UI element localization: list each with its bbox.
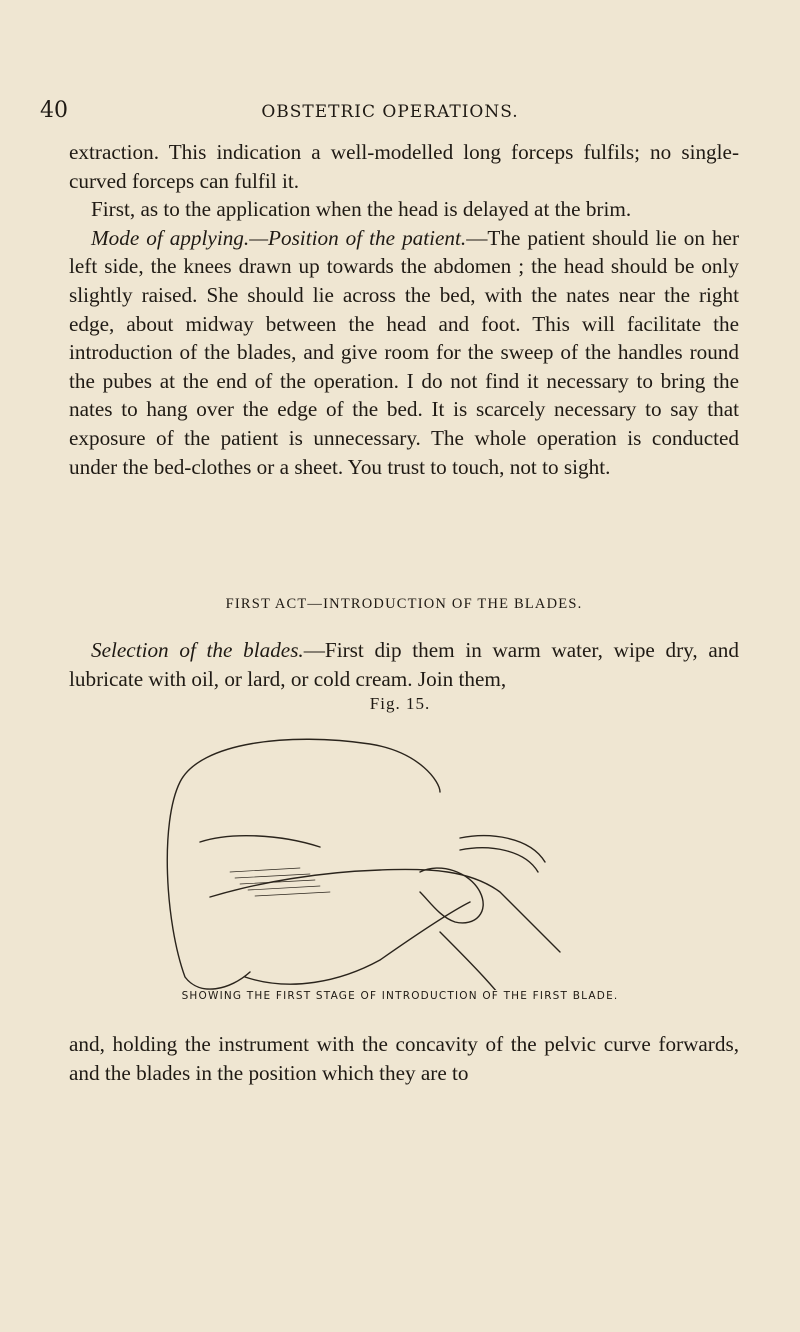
paragraph-first: First, as to the application when the head is delayed at the brim. bbox=[91, 197, 632, 222]
running-head: OBSTETRIC OPERATIONS. bbox=[261, 102, 519, 122]
figure-arm-line bbox=[440, 932, 520, 990]
paragraph-mode-text: —The patient should lie on her left side, the knees drawn up towards the abdomen ; the head should be only slightly raised. She should lie across the bed, with the nates near the right edge, about midway between the head and foot. This will facilitate the introduction of the blades, and give room for the sweep of the handles round the pubes at the end of the operation. I do not find it necessary to bring the nates to hang over the edge of the bed. It is scarcely necessary to say that exposure of the patient is unnecessary. The whole operation is conducted under the bed-clothes or a sheet. You trust to touch, not to sight. bbox=[69, 225, 739, 479]
text-block-top bbox=[69, 138, 739, 481]
figure-hand-shape bbox=[420, 868, 483, 923]
figure-blade-handle bbox=[460, 836, 545, 872]
paragraph-selection bbox=[69, 636, 739, 693]
text-block-bottom bbox=[69, 1030, 739, 1087]
figure-illustration bbox=[140, 722, 600, 990]
paragraph-extraction: extraction. This indication a well-modelled long forceps fulfils; no single-curved forceps can fulfil it. bbox=[69, 140, 739, 193]
figure-thigh-line bbox=[245, 902, 470, 984]
figure-inner-fold bbox=[200, 836, 320, 847]
page-number: 40 bbox=[40, 98, 68, 123]
page-header bbox=[40, 98, 760, 128]
figure-shading bbox=[230, 868, 330, 896]
figure-label: Fig. 15. bbox=[369, 694, 431, 713]
italic-lead-mode: Mode of applying.—Position of the patient. bbox=[91, 225, 467, 250]
paragraph-bottom: and, holding the instrument with the concavity of the pelvic curve forwards, and the blades in the position which they are to bbox=[69, 1032, 739, 1085]
paragraph-mode bbox=[69, 224, 739, 481]
figure-forceps-blade bbox=[210, 869, 560, 952]
section-heading: FIRST ACT—INTRODUCTION OF THE BLADES. bbox=[225, 596, 583, 612]
paragraph-selection-text: —First dip them in warm water, wipe dry, and lubricate with oil, or lard, or cold cream. Join them, bbox=[69, 638, 739, 691]
figure-caption: SHOWING THE FIRST STAGE OF INTRODUCTION OF THE FIRST BLADE. bbox=[181, 990, 619, 1002]
italic-lead-selection: Selection of the blades. bbox=[91, 638, 304, 662]
figure-buttock-outline bbox=[167, 739, 440, 989]
text-block-selection bbox=[69, 636, 739, 693]
